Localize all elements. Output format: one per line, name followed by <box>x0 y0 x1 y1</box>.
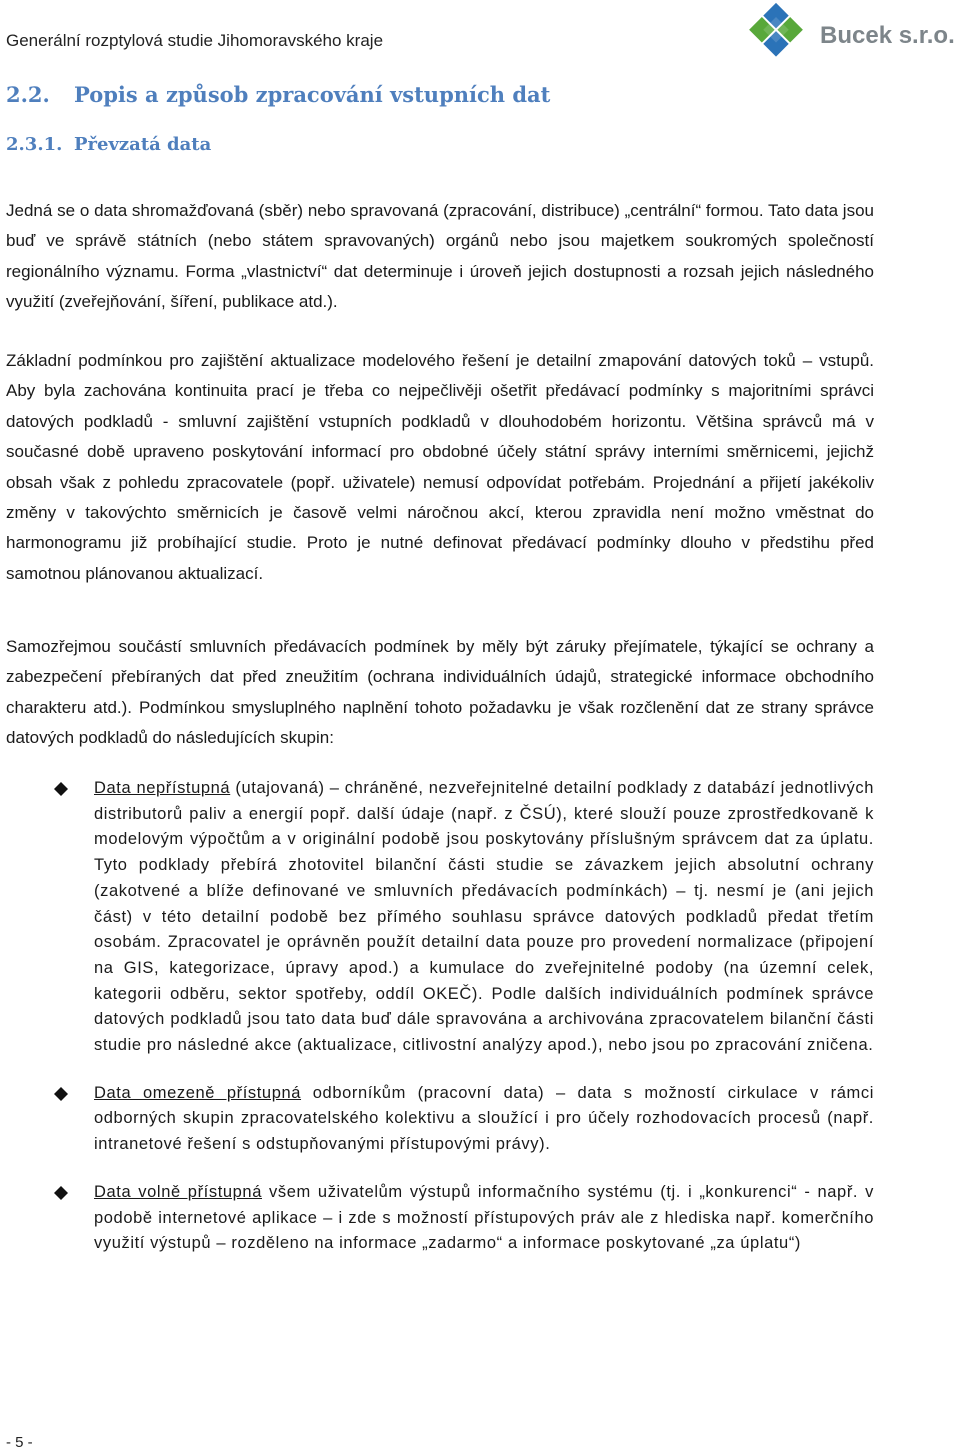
section-title: Popis a způsob zpracování vstupních dat <box>74 82 551 107</box>
logo-diamond-icon <box>740 2 812 66</box>
subsection-title: Převzatá data <box>74 134 212 155</box>
list-item <box>54 1081 874 1158</box>
subsection-heading <box>6 134 211 155</box>
document-header-title: Generální rozptylová studie Jihomoravského kraje <box>6 31 384 50</box>
list-item <box>54 776 874 1059</box>
bullet-term: Data nepřístupná <box>94 779 231 797</box>
list-item <box>54 1180 874 1257</box>
section-number: 2.2. <box>6 82 50 107</box>
paragraph-guarantees: Samozřejmou součástí smluvních předávacích podmínek by měly být záruky přejímatele, týkající se ochrany a zabezpečení přebíraných dat před zneužitím (ochrana individuálních údajů, strategické informace obchodního charakteru atd.). Podmínkou smysluplného naplnění tohoto požadavku je však rozčlenění dat ze strany správce datových podkladů do následujících skupin: <box>6 637 874 748</box>
bullet-term: Data omezeně přístupná <box>94 1083 302 1102</box>
diamond-bullet-icon <box>54 1087 68 1101</box>
company-logo <box>740 2 958 66</box>
page-number: - 5 - <box>6 1434 33 1451</box>
bullet-text: (utajovaná) – chráněné, nezveřejnitelné detailní podklady z databází jednotlivých distributorů paliv a energií popř. další údaje (např. z ČSÚ), které slouží pouze zprostředkovaně k modelovým výpočtům a v originální podobě jsou poskytovány příslušným správcem dat za úplatu. Tyto podklady přebírá zhotovitel bilanční části studie se závazkem jejich absolutní ochrany (zakotvené a blíže definované ve smluvních předávacích podmínkách) – tj. nesmí je (ani jejich část) v této detailní podobě bez přímého souhlasu správce datových podkladů předat třetím osobám. Zpracovatel je oprávněn použít detailní data pouze pro provedení normalizace (připojení na GIS, kategorizace, úpravy apod.) a kumulace do zveřejnitelné podoby (na územní celek, kategorii odběru, sektor spotřeby, oddíl OKEČ). Podle dalších individuálních podmínek správce datových podkladů jsou tato data buď dále spravována a archivována zpracovatelem bilanční části studie pro následné akce (aktualizace, citlivostní analýzy apod.), nebo jsou po zpracování zničena. <box>94 779 875 1055</box>
bullet-text: všem uživatelům výstupů informačního systému (tj. i „konkurenci“ - např. v podobě internetové aplikace – i zde s možností přístupových práv ale z hlediska např. komerčního využití výstupů – rozděleno na informace „zadarmo“ a informace poskytované „za úplatu“) <box>94 1182 875 1253</box>
data-groups-list <box>54 776 874 1279</box>
bullet-term: Data volně přístupná <box>94 1182 262 1201</box>
bullet-text: odborníkům (pracovní data) – data s možností cirkulace v rámci odborných skupin zpracovatelského kolektivu a sloužící i pro účely rozhodovacích procesů (např. intranetové řešení s odstupňovanými přístupovými právy). <box>94 1083 874 1154</box>
diamond-bullet-icon <box>54 782 68 796</box>
diamond-bullet-icon <box>54 1186 68 1200</box>
paragraph-conditions: Základní podmínkou pro zajištění aktualizace modelového řešení je detailní zmapování datových toků – vstupů. Aby byla zachována kontinuita prací je třeba co nejpečlivěji ošetřit předávací podmínky s majoritními správci datových podkladů - smluvní zajištění vstupních podkladů v dlouhodobém horizontu. Většina správců má v současné době upraveno poskytování informací pro obdobné účely státní správy interními směrnicemi, jejichž obsah však z pohledu zpracovatele (popř. uživatele) nemusí odpovídat potřebám. Projednání a přijetí jakékoliv změny v takovýchto směrnicích je časově velmi náročnou akcí, kterou zpravidla není možno vměstnat do harmonogramu již probíhající studie. Proto je nutné definovat předávací podmínky dlouho v předstihu před samotnou plánovanou aktualizací. <box>6 351 874 583</box>
paragraph-intro: Jedná se o data shromažďovaná (sběr) nebo spravovaná (zpracování, distribuce) „centrální“ formou. Tato data jsou buď ve správě státních (nebo státem spravovaných) orgánů nebo jsou majetkem soukromých společností regionálního významu. Forma „vlastnictví“ dat determinuje i úroveň jejich dostupnosti a rozsah jejich následného využití (zveřejňování, šíření, publikace atd.). <box>6 201 874 312</box>
section-heading <box>6 82 550 107</box>
logo-text: Bucek s.r.o. <box>820 22 955 49</box>
subsection-number: 2.3.1. <box>6 134 63 155</box>
